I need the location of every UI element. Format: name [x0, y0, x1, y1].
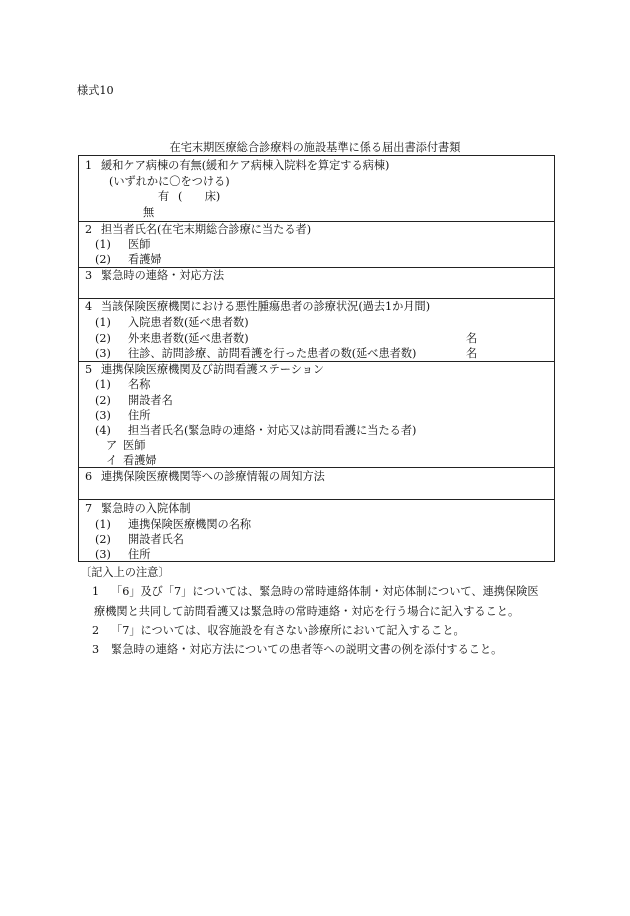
note-text: 緊急時の連絡・対応方法についての患者等への説明文書の例を添付すること。 [111, 643, 503, 656]
section-number: 2 [85, 223, 93, 236]
section-heading: 緩和ケア病棟の有無(緩和ケア病棟入院料を算定する病棟) [101, 159, 390, 172]
item-number: (3) [95, 347, 111, 360]
section-heading: 当該保険医療機関における悪性腫瘍患者の診療状況(過去1か月間) [101, 300, 431, 313]
section-number: 3 [85, 269, 93, 282]
unit-label: 名 [466, 332, 478, 345]
note-text: 「6」及び「7」については、緊急時の常時連絡体制・対応体制について、連携保険医 [111, 585, 539, 598]
item-label: 医師 [128, 238, 151, 251]
item-label: 往診、訪問診療、訪問看護を行った患者の数(延べ患者数) [128, 347, 417, 360]
item-label: 住所 [128, 409, 151, 422]
notes-heading: 〔記入上の注意〕 [80, 566, 170, 579]
subitem-number: イ [106, 454, 118, 467]
section-divider [79, 361, 554, 362]
item-label: 入院患者数(延べ患者数) [128, 316, 249, 329]
section-heading: 担当者氏名(在宅末期総合診療に当たる者) [101, 223, 312, 236]
item-number: (1) [95, 518, 111, 531]
section-heading: 緊急時の連絡・対応方法 [101, 269, 225, 282]
item-label: 連携保険医療機関の名称 [128, 518, 252, 531]
section-number: 7 [85, 502, 93, 515]
note-text-continued: 療機関と共同して訪問看護又は緊急時の常時連絡・対応を行う場合に記入すること。 [94, 605, 520, 618]
form-table [78, 155, 555, 562]
section-number: 1 [85, 159, 93, 172]
item-label: 開設者名 [128, 394, 173, 407]
section-heading: 緊急時の入院体制 [101, 502, 191, 515]
subitem-number: ア [106, 439, 118, 452]
instruction-text: (いずれかに〇をつける) [109, 175, 230, 188]
item-number: (1) [95, 316, 111, 329]
item-label: 住所 [128, 548, 151, 561]
item-label: 担当者氏名(緊急時の連絡・対応又は訪問看護に当たる者) [128, 424, 417, 437]
section-divider [79, 267, 554, 268]
item-number: (3) [95, 548, 111, 561]
item-number: (2) [95, 533, 111, 546]
bed-count-field: ( 床) [178, 190, 221, 203]
item-number: (3) [95, 409, 111, 422]
section-heading: 連携保険医療機関及び訪問看護ステーション [101, 363, 325, 376]
item-number: (2) [95, 332, 111, 345]
form-number: 様式10 [77, 84, 114, 97]
item-label: 外来患者数(延べ患者数) [128, 332, 249, 345]
subitem-label: 看護婦 [123, 454, 157, 467]
item-number: (1) [95, 378, 111, 391]
note-number: 2 [92, 624, 100, 637]
item-number: (4) [95, 424, 111, 437]
section-number: 5 [85, 363, 93, 376]
section-divider [79, 499, 554, 500]
item-label: 看護婦 [128, 253, 162, 266]
option-yes: 有 [158, 190, 170, 203]
unit-label: 名 [466, 347, 478, 360]
section-heading: 連携保険医療機関等への診療情報の周知方法 [101, 470, 325, 483]
item-number: (1) [95, 238, 111, 251]
document-title: 在宅末期医療総合診療料の施設基準に係る届出書添付書類 [169, 141, 461, 154]
section-number: 6 [85, 470, 93, 483]
subitem-label: 医師 [123, 439, 146, 452]
item-number: (2) [95, 394, 111, 407]
item-label: 名称 [128, 378, 151, 391]
section-number: 4 [85, 300, 93, 313]
section-divider [79, 298, 554, 299]
note-number: 3 [92, 643, 100, 656]
item-label: 開設者氏名 [128, 533, 184, 546]
note-text: 「7」については、収容施設を有さない診療所において記入すること。 [111, 624, 465, 637]
section-divider [79, 221, 554, 222]
note-number: 1 [92, 585, 100, 598]
option-no: 無 [143, 206, 155, 219]
item-number: (2) [95, 253, 111, 266]
